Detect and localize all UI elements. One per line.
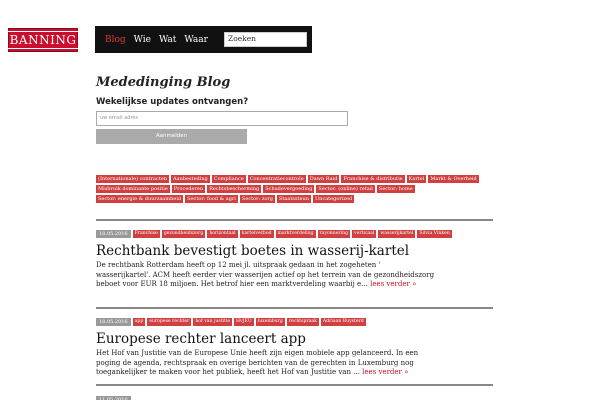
category-tag[interactable]: Dawn Raid: [309, 176, 338, 182]
nav-item-wie[interactable]: Wie: [133, 34, 151, 45]
nav-item-blog[interactable]: Blog: [105, 34, 126, 45]
category-tag[interactable]: Misbruik dominante positie: [98, 186, 168, 192]
post-title[interactable]: Rechtbank bevestigt boetes in wasserij-kartel: [96, 243, 410, 259]
post-title[interactable]: Europese rechter lanceert app: [96, 331, 306, 347]
blog-post: [96, 307, 493, 378]
category-tag[interactable]: Franchise & distributie: [343, 176, 403, 182]
blog-post-partial: [96, 384, 493, 395]
category-tag[interactable]: Compliance: [213, 176, 244, 182]
category-tag[interactable]: (Internationale) contracten: [98, 176, 168, 182]
post-tag[interactable]: horizontaal: [209, 231, 236, 236]
read-more-link[interactable]: lees verder »: [370, 280, 417, 288]
post-meta: [96, 318, 493, 326]
post-date: 18.05.2016: [96, 318, 131, 326]
post-tag[interactable]: marktverdeling: [277, 231, 314, 236]
post-tag[interactable]: app: [134, 319, 144, 324]
search-input[interactable]: Zoeken: [224, 32, 307, 47]
excerpt-text: De rechtbank Rotterdam heeft op 12 mei jl. uitspraak gedaan in het zogeheten ' wasserijkartel'. ACM heeft eerder vier wasserijen actief op het terrein van de gezondheidszorg beboet voor EUR 18 miljoen. Het betrof hier een marktverdeling waarbij e...: [96, 261, 435, 288]
post-tag[interactable]: rayonnering: [319, 231, 349, 236]
page-title: Mededinging Blog: [96, 75, 231, 90]
category-tag[interactable]: Staatssteun: [279, 196, 309, 202]
read-more-link[interactable]: lees verder »: [362, 368, 409, 376]
post-author[interactable]: Silvia Vinken: [419, 231, 450, 236]
subscribe-button[interactable]: Aanmelden: [96, 129, 247, 144]
newsletter-label: Wekelijkse updates ontvangen?: [96, 97, 249, 107]
post-excerpt: [96, 261, 436, 290]
email-field[interactable]: uw email adres: [96, 111, 348, 126]
logo-text: BANNING: [6, 31, 81, 49]
blog-post: [96, 219, 493, 290]
post-tag[interactable]: wasserijkartel: [380, 231, 414, 236]
post-date: 18.05.2016: [96, 230, 131, 238]
post-tag[interactable]: HvJEU: [236, 319, 252, 324]
category-tag[interactable]: Schadevergoeding: [265, 186, 313, 192]
category-tag[interactable]: Sector: home: [378, 186, 413, 192]
post-divider: [96, 384, 493, 386]
post-tag[interactable]: Franchise: [134, 231, 158, 236]
post-tag[interactable]: luxemburg: [257, 319, 283, 324]
nav-item-wat[interactable]: Wat: [158, 34, 177, 45]
post-author[interactable]: Adriaan Buysterd: [322, 319, 364, 324]
post-date: 11.05.2016: [96, 396, 131, 400]
main-menu: [105, 35, 208, 45]
category-tag[interactable]: Sector: food & agri: [187, 196, 236, 202]
category-tag[interactable]: Concentratiecontrole: [249, 176, 304, 182]
category-tag[interactable]: Kartel: [408, 176, 425, 182]
banning-logo[interactable]: [8, 28, 78, 52]
category-tag[interactable]: Sector: (online) retail: [318, 186, 373, 192]
post-meta: [96, 230, 493, 238]
category-tag[interactable]: Rechtsbescherming: [209, 186, 260, 192]
category-tag-cloud: [96, 175, 496, 203]
top-navigation: [95, 26, 312, 53]
post-divider: [96, 307, 493, 309]
post-excerpt: [96, 349, 436, 378]
category-tag[interactable]: Aanbesteding: [173, 176, 208, 182]
category-tag[interactable]: Uncategorized: [314, 196, 353, 202]
post-tag[interactable]: rechtspraak: [288, 319, 317, 324]
post-tag[interactable]: verticaal: [354, 231, 375, 236]
post-divider: [96, 219, 493, 221]
category-tag[interactable]: Sector: energie & duurzaamheid: [98, 196, 182, 202]
category-tag[interactable]: Markt & Overheid: [430, 176, 477, 182]
category-tag[interactable]: Sector: zorg: [241, 196, 273, 202]
excerpt-text: Het Hof van Justitie van de Europese Unie heeft zijn eigen mobiele app gelanceerd. In een poging de agenda, rechtspraak en overige berichten van de gerechten in Luxemburg nog toegankelijker te maken voor het publiek, heeft het Hof van Justitie van ...: [96, 349, 419, 376]
category-tag[interactable]: Procederen: [173, 186, 204, 192]
post-tag[interactable]: kartelverbod: [241, 231, 272, 236]
post-tag[interactable]: hof van justitie: [195, 319, 231, 324]
nav-item-waar[interactable]: Waar: [184, 34, 208, 45]
post-tag[interactable]: europese rechter: [149, 319, 190, 324]
post-tag[interactable]: gezondheidszorg: [163, 231, 204, 236]
